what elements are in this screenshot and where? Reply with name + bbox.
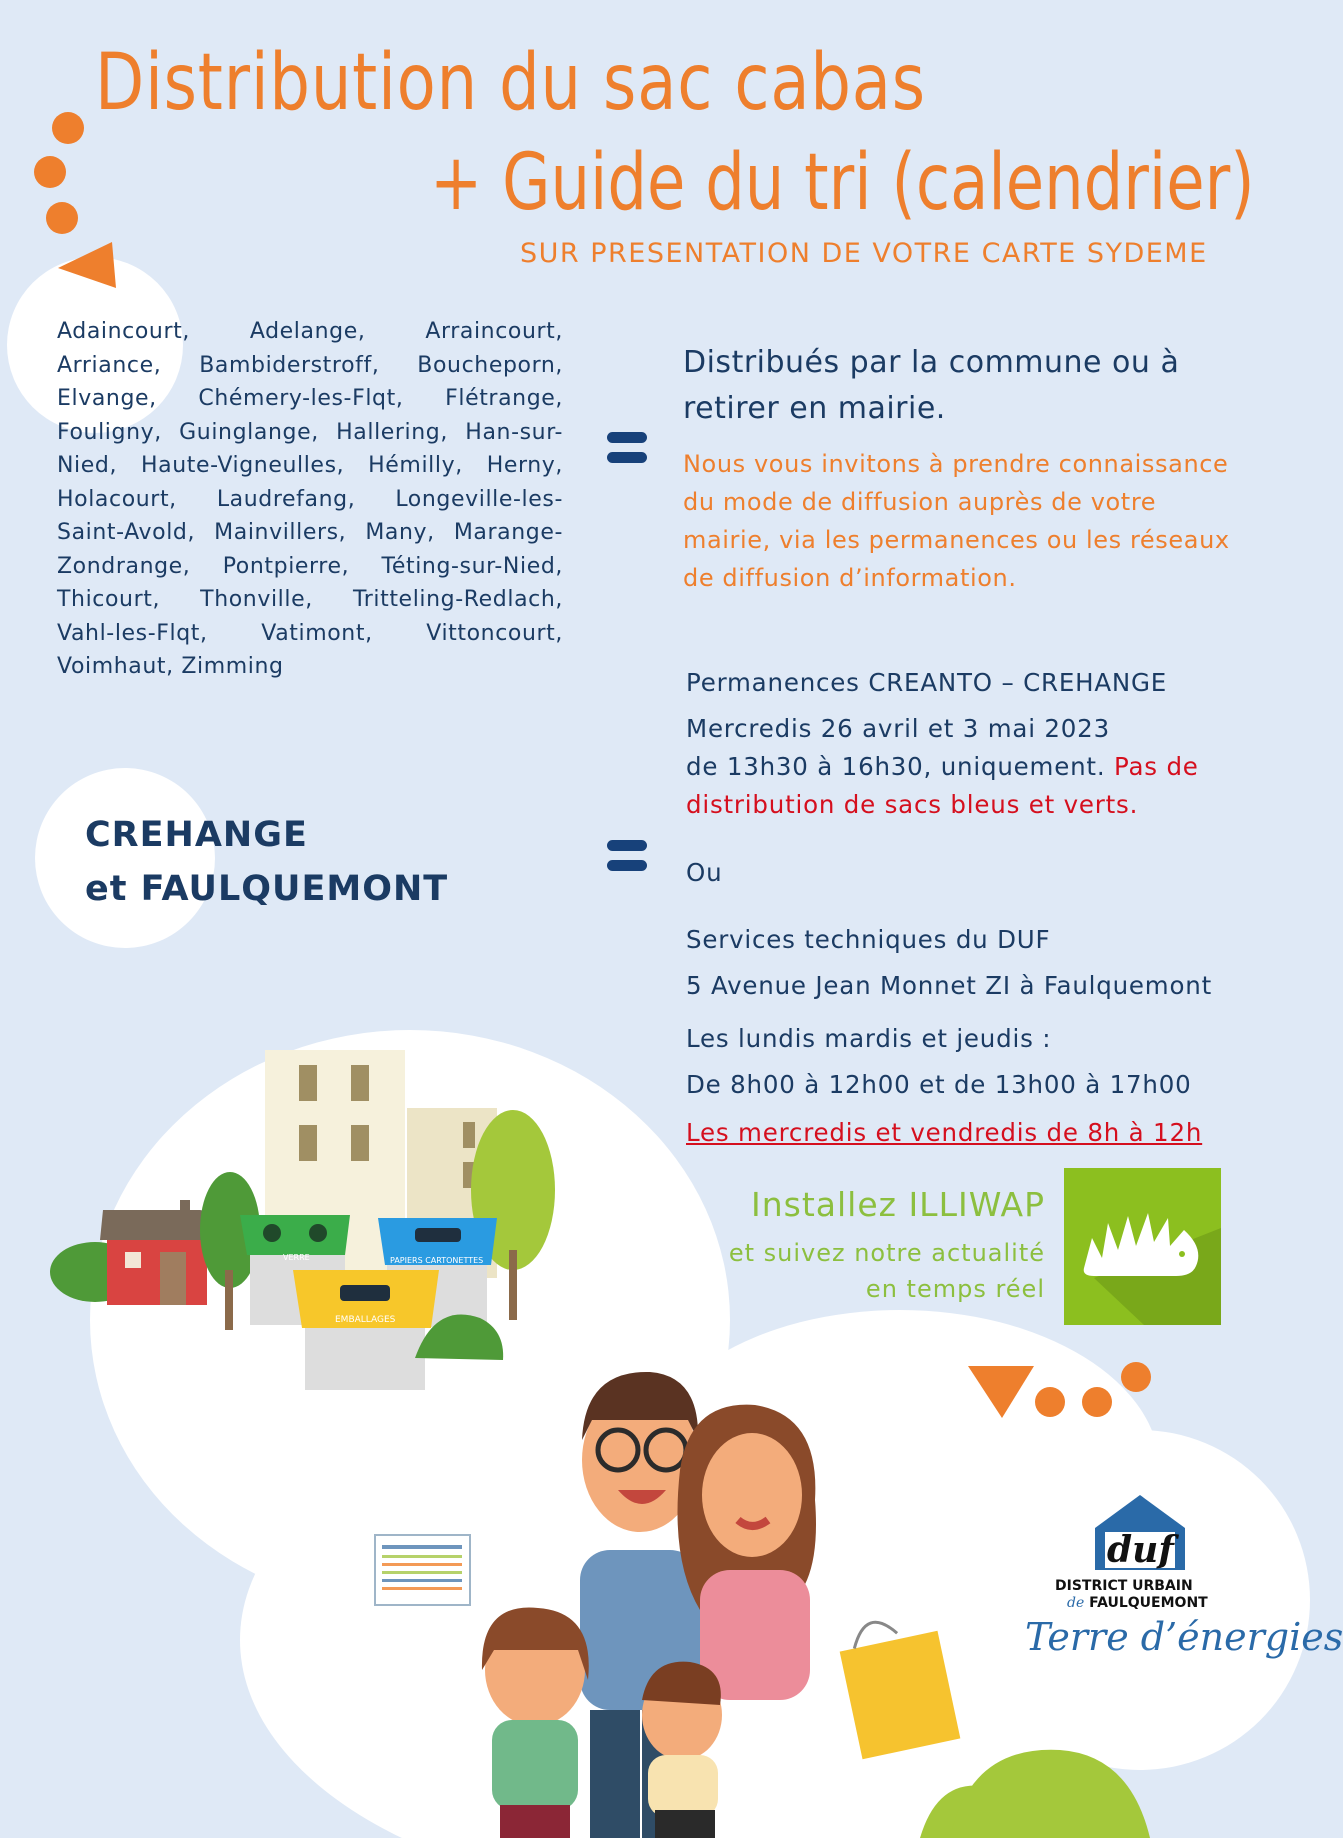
crehange-heading	[85, 808, 448, 916]
district-line-2-de: de	[1067, 1595, 1085, 1611]
equals-icon	[607, 432, 647, 472]
crehange-line-2: et FAULQUEMONT	[85, 869, 449, 909]
permanences-dates: Mercredis 26 avril et 3 mai 2023	[686, 714, 1110, 743]
district-line-2: FAULQUEMONT	[1089, 1595, 1208, 1611]
distribution-heading: Distribués par la commune ou à retirer en mairie.	[683, 345, 1180, 426]
family-illustration	[360, 1350, 960, 1838]
district-line-2-wrap	[1055, 1595, 1208, 1612]
title-line-2: + Guide du tri (calendrier)	[430, 138, 1255, 228]
illiwap-title: Installez ILLIWAP	[751, 1185, 1045, 1224]
bush-decoration	[950, 1705, 1170, 1838]
opening-days: Les lundis mardis et jeudis :	[686, 1024, 1052, 1053]
illiwap-line-1: et suivez notre actualité	[728, 1239, 1045, 1267]
opening-hours: De 8h00 à 12h00 et de 13h00 à 17h00	[686, 1070, 1192, 1099]
or-text: Ou	[686, 858, 723, 887]
duf-logo-mark: duf	[1107, 1529, 1174, 1571]
permanences-warning-2: distribution de sacs bleus et verts.	[686, 790, 1139, 819]
equals-icon	[607, 840, 647, 880]
services-title: Services techniques du DUF	[686, 925, 1051, 954]
duf-logo-icon	[1085, 1490, 1195, 1572]
illiwap-line-2: en temps réel	[865, 1275, 1045, 1303]
title-line-1: Distribution du sac cabas	[95, 38, 926, 128]
logo-tagline: Terre d’énergies	[1025, 1615, 1343, 1659]
bin-verre-label: VERRE	[283, 1253, 310, 1262]
services-address: 5 Avenue Jean Monnet ZI à Faulquemont	[686, 971, 1212, 1000]
wednesday-friday-hours: Les mercredis et vendredis de 8h à 12h	[686, 1118, 1203, 1147]
illiwap-hedgehog-icon	[1064, 1168, 1221, 1325]
bin-papiers-label: PAPIERS CARTONETTES	[390, 1256, 484, 1265]
bin-emballages-label: EMBALLAGES	[335, 1315, 396, 1325]
commune-list: Adaincourt, Adelange, Arraincourt, Arriance, Bambiderstroff, Boucheporn, Elvange, Chémery-les-Flqt, Flétrange, Fouligny, Guinglange, Hallering, Han-sur-Nied, Haute-Vigneulles, Hémilly, Herny, Holacourt, Laudrefang, Longeville-les-Saint-Avold, Mainvillers, Many, Marange-Zondrange, Pontpierre, Téting-sur-Nied, Thicourt, Thonville, Tritteling-Redlach, Vahl-les-Flqt, Vatimont, Vittoncourt, Voimhaut, Zimming	[57, 319, 563, 679]
illiwap-subtitle	[640, 1235, 1045, 1307]
permanences-hours: de 13h30 à 16h30, uniquement.	[686, 752, 1106, 781]
permanences-title: Permanences CREANTO – CREHANGE	[686, 668, 1168, 697]
distribution-body: Nous vous invitons à prendre connaissance du mode de diffusion auprès de votre mairie, via les permanences ou les réseaux de diffusion d’information.	[683, 450, 1230, 592]
district-logo-text	[1055, 1578, 1208, 1612]
crehange-line-1: CREHANGE	[85, 815, 308, 855]
district-line-1: DISTRICT URBAIN	[1055, 1578, 1193, 1594]
subtitle: SUR PRESENTATION DE VOTRE CARTE SYDEME	[520, 238, 1208, 269]
permanences-warning-1: Pas de	[1114, 752, 1199, 781]
permanences-hours-line	[686, 752, 1199, 781]
